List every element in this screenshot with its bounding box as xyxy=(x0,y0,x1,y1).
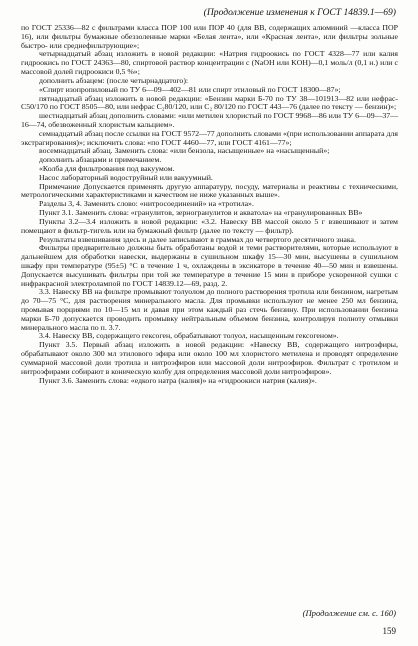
paragraph: «Колба для фильтрования под вакуумом. xyxy=(39,164,175,173)
paragraph: 3.3. Навеску ВВ на фильтре промывают толуолом до полного растворения тротила или бензином, нагретым до 70—75 °С, для растворения минерального масла. Для промывки используют не менее 250 мл бензина, промывая порциями по 10—15 мл и давая при этом каждый раз стечь бензину. При использовании бензина марки Б-70 допускается проводить промывку нейтральным объемом бензина, контролируя полноту отмывки минерального масла по п. 3.7. xyxy=(21,287,398,332)
paragraph: «Спирт изопропиловый по ТУ 6—09—402—81 или спирт этиловый по ГОСТ 18300—87»; xyxy=(39,84,341,94)
paragraph: Пункты 3.2—3.4 изложить в новой редакции: «3.2. Навеску ВВ массой около 5 г взвешивают и затем помещают в фильтр-тигель или на бумажный фильтр (далее по тексту — фильтр). xyxy=(21,216,398,235)
paragraph: Пункт 3.1. Заменить слова: «гранулитов, зерногранулитов и акватола» на «гранулированных ВВ» xyxy=(39,208,363,218)
paragraph: пятнадцатый абзац изложить в новой редакции: «Бензин марки Б-70 по ТУ 38—101913—82 или нефрас-С50/170 по ГОСТ 8505—80, или нефрас С₂80/120, или С₂ 80/120 по ГОСТ 443—76 (далее по тексту — бензин)»; xyxy=(21,93,398,112)
paragraph: четырнадцатый абзац изложить в новой редакции: «Натрия гидроокись по ГОСТ 4328—77 или калия гидроокись по ГОСТ 24363—80, спиртовой раствор концентрации с (NaOH или KOH)—0,1 моль/л (0,1 н.) или с массовой долей гидроокиси 0,5 %»; xyxy=(21,49,398,77)
continuation-note: (Продолжение см. с. 160) xyxy=(302,608,396,618)
paragraph: дополнить абзацами и примечанием. xyxy=(39,155,162,165)
paragraph: семнадцатый абзац после ссылки на ГОСТ 9572—77 дополнить словами «(при использовании аппарата для экстрагирования)»; исключить слова: «по ГОСТ 4460—77, или ГОСТ 4161—77»; xyxy=(21,128,398,147)
paragraph: Пункт 3.5. Первый абзац изложить в новой редакции: «Навеску ВВ, содержащего нитроэфиры, обрабатывают около 300 мл этилового эфира или около 100 мл хлористого метилена и проводят определение суммарной массовой доли тротила и нитроэфиров или массовой доли нитроэфиров. Фильтрат с тротилом и нитроэфирами собирают в коническую колбу для определения массовой доли нитроэфиров». xyxy=(21,340,398,376)
paragraph: 3.4. Навеску ВВ, содержащего гексоген, обрабатывают толуол, насыщенным гексогеном». xyxy=(39,331,339,341)
running-header: (Продолжение изменения к ГОСТ 14839.1—69) xyxy=(203,7,396,18)
paragraph: Фильтры предварительно должны быть обработаны водой и теми растворителями, которые используют в дальнейшем для обработки навески, выдержаны в сушильном шкафу 15—30 мин, высушены в сушильном шкафу при температуре (95±5) °С в течение 1 ч, охлаждены в эксикаторе в течение 40—50 мин и взвешены. Допускается высушивать фильтры при той же температуре в течение 15 мин в приборе ускоренной сушки с инфракрасной электролампой по ГОСТ 14839.12—69, разд. 2. xyxy=(21,243,398,288)
paragraph: Разделы 3, 4. Заменить слово: «нитросоединений» на «тротила». xyxy=(39,199,254,209)
document-body xyxy=(21,24,398,385)
page-number: 159 xyxy=(382,626,396,636)
paragraph: дополнить абзацем: (после четырнадцатого): xyxy=(39,75,189,85)
paragraph: Пункт 3.6. Заменить слова: «едкого натра (калия)» на «гидроокиси натрия (калия)». xyxy=(39,375,317,385)
paragraph: шестнадцатый абзац дополнить словами: «или метилен хлористый по ГОСТ 9968—86 или ТУ 6—09—37—16—74, обезвоженный хлористым кальцием». xyxy=(21,111,398,129)
paragraph: Результаты взвешивания здесь и далее записывают в граммах до четвертого десятичного знака. xyxy=(39,234,356,244)
paragraph: по ГОСТ 25336—82 с фильтрами класса ПОР 100 или ПОР 40 (для ВВ, содержащих алюминий —класса ПОР 16), или фильтры бумажные обеззоленные марки «Белая лента», или «Красная лента», или фильтры зольные быстро- или среднефильтрующие»; xyxy=(21,23,398,50)
paragraph: Примечание Допускается применять другую аппаратуру, посуду, материалы и реактивы с техническими, метрологическими характеристиками и качеством не ниже указанных выше». xyxy=(21,181,398,200)
paragraph: восемнадцатый абзац. Заменить слова: «или бензола, насыщенные» на «насыщенный»; xyxy=(39,146,330,156)
paragraph: Насос лабораторный водоструйный или вакуумный. xyxy=(39,172,213,182)
